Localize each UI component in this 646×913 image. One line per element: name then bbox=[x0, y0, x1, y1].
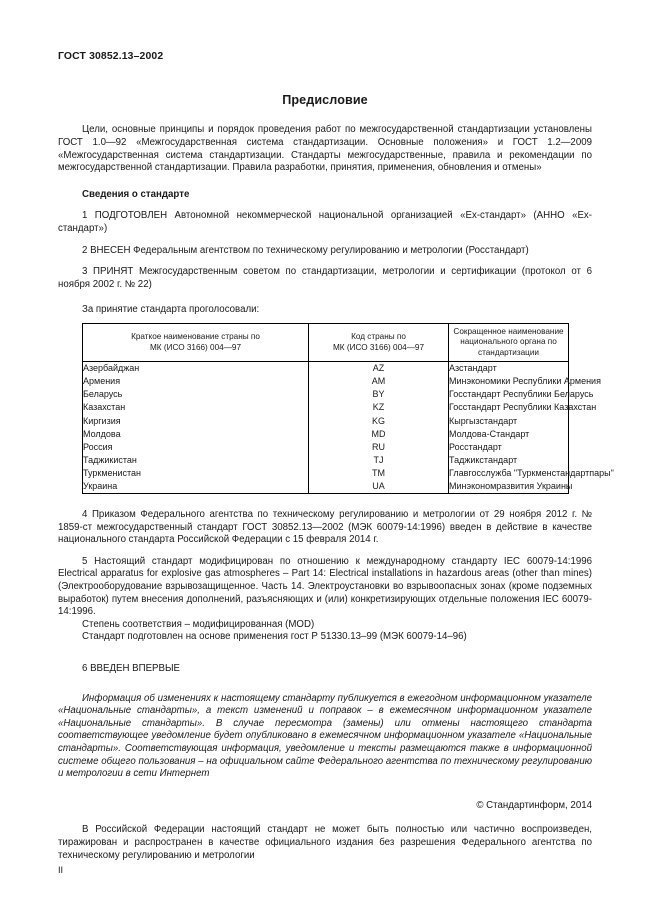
changes-notice-paragraph: Информация об изменениях к настоящему стандарту публикуется в ежегодном информационном указателе «Национальные стандарты», а текст изменений и поправок – в ежемесячном информационном указателе «Национальные стандарты». В случае пересмотра (замены) или отмены настоящего стандарта соответствующее уведомление будет опубликовано в ежемесячном информационном указателе «Национальные стандарты». Соответствующая информация, уведомление и тексты размещаются также в информационной системе общего пользования – на официальном сайте Федерального агентства по техническому регулированию и метрологии в сети Интернет bbox=[58, 692, 592, 780]
cell-country: Киргизия bbox=[83, 415, 309, 428]
copyright-line: © Стандартинформ, 2014 bbox=[476, 799, 592, 811]
table-row bbox=[83, 401, 569, 414]
running-head: ГОСТ 30852.13–2002 bbox=[58, 51, 164, 62]
standard-info-item-4: 4 Приказом Федерального агентства по техническому регулированию и метрологии от 29 ноября 2012 г. № 1859-ст межгосударственный стандарт ГОСТ 30852.13—2002 (МЭК 60079-14:1996) введен в действие в качестве национального стандарта Российской Федерации с 15 февраля 2014 г. bbox=[58, 509, 592, 546]
table-header-country bbox=[83, 323, 309, 361]
cell-national-body: Кыргызстандарт bbox=[449, 415, 569, 428]
table-header-row bbox=[83, 323, 569, 361]
table-row bbox=[83, 480, 569, 494]
table-row bbox=[83, 428, 569, 441]
cell-national-body: Росстандарт bbox=[449, 441, 569, 454]
page-content bbox=[58, 51, 614, 871]
vote-table-body bbox=[83, 362, 614, 494]
standard-info-item-1: 1 ПОДГОТОВЛЕН Автономной некоммерческой национальной организацией «Ex-стандарт» (АННО «Ex-стандарт») bbox=[58, 210, 592, 234]
standard-info-item-2: 2 ВНЕСЕН Федеральным агентством по техническому регулированию и метрологии (Росстандарт) bbox=[82, 244, 529, 256]
header-line-1: Краткое наименование страны по bbox=[131, 332, 260, 342]
cell-country-code: AZ bbox=[309, 362, 449, 376]
table-header-code bbox=[309, 323, 449, 361]
table-row bbox=[83, 415, 569, 428]
cell-national-body: Госстандарт Республики Казахстан bbox=[449, 401, 569, 414]
cell-national-body: Молдова-Стандарт bbox=[449, 428, 569, 441]
standard-info-item-5-sub-2: Стандарт подготовлен на основе применения гост Р 51330.13–99 (МЭК 60079-14–96) bbox=[82, 631, 467, 643]
cell-country-code: AM bbox=[309, 375, 449, 388]
cell-national-body: Госстандарт Республики Беларусь bbox=[449, 388, 569, 401]
table-header-body bbox=[449, 323, 569, 361]
cell-country-code: KG bbox=[309, 415, 449, 428]
standard-info-item-6: 6 ВВЕДЕН ВПЕРВЫЕ bbox=[82, 663, 181, 675]
cell-country: Армения bbox=[83, 375, 309, 388]
page-number: II bbox=[58, 865, 64, 875]
table-row bbox=[83, 388, 569, 401]
cell-country: Азербайджан bbox=[83, 362, 309, 376]
cell-national-body: Азстандарт bbox=[449, 362, 569, 376]
vote-lead-line: За принятие стандарта проголосовали: bbox=[82, 304, 260, 316]
cell-national-body: Минэкономики Республики Армения bbox=[449, 375, 569, 388]
header-line-2: МК (ИСО 3166) 004—97 bbox=[149, 342, 242, 352]
vote-table-wrapper bbox=[58, 323, 614, 494]
header-line-1: Сокращенное наименование bbox=[453, 326, 564, 336]
cell-country: Туркменистан bbox=[83, 467, 309, 480]
cell-country: Беларусь bbox=[83, 388, 309, 401]
intro-paragraph: Цели, основные принципы и порядок проведения работ по межгосударственной стандартизации установлены ГОСТ 1.0—92 «Межгосударственная система стандартизации. Основные положения» и ГОСТ 1.2—2009 «Межгосударственная система стандартизации. Стандарты межгосударственные, правила и рекомендации по межгосударственной стандартизации. Правила разработки, принятия, применения, обновления и отмены» bbox=[58, 124, 592, 174]
cell-country: Таджикистан bbox=[83, 454, 309, 467]
vote-table-head bbox=[83, 323, 569, 361]
cell-national-body: Главгосслужба "Туркменстандартпары" bbox=[449, 467, 569, 480]
cell-country-code: TJ bbox=[309, 454, 449, 467]
table-row bbox=[83, 441, 569, 454]
cell-country-code: KZ bbox=[309, 401, 449, 414]
standard-info-item-3: 3 ПРИНЯТ Межгосударственным советом по стандартизации, метрологии и сертификации (протокол от 6 ноября 2002 г. № 22) bbox=[58, 266, 592, 290]
table-row bbox=[83, 454, 569, 467]
cell-country-code: UA bbox=[309, 480, 449, 494]
page-title: Предисловие bbox=[282, 93, 368, 108]
cell-country: Украина bbox=[83, 480, 309, 494]
cell-country-code: TM bbox=[309, 467, 449, 480]
header-line-1: Код страны по bbox=[351, 332, 406, 342]
cell-country-code: RU bbox=[309, 441, 449, 454]
cell-country: Россия bbox=[83, 441, 309, 454]
cell-national-body: Минэкономразвития Украины bbox=[449, 480, 569, 494]
standard-info-item-5: 5 Настоящий стандарт модифицирован по отношению к международному стандарту IEC 60079-14:1996 Electrical apparatus for explosive gas atmospheres – Part 14: Electrical installations in hazardous areas (other than mines) (Электрооборудование взрывозащищенное. Часть 14. Электроустановки во взрывоопасных зонах (кроме подземных выработок) путем внесения дополнений, разъясняющих и (или) конкретизирующих отдельные положения IEC 60079-14:1996. bbox=[58, 555, 592, 618]
reproduction-notice-paragraph: В Российской Федерации настоящий стандарт не может быть полностью или частично воспроизведен, тиражирован и распространен в качестве официального издания без разрешения Федерального агентства по техническому регулированию и метрологии bbox=[58, 824, 592, 861]
table-row bbox=[83, 375, 569, 388]
standard-info-item-5-sub-1: Степень соответствия – модифицированная (MOD) bbox=[82, 618, 315, 630]
cell-national-body: Таджикстандарт bbox=[449, 454, 569, 467]
cell-country-code: BY bbox=[309, 388, 449, 401]
cell-country-code: MD bbox=[309, 428, 449, 441]
cell-country: Молдова bbox=[83, 428, 309, 441]
header-line-2: национального органа по стандартизации bbox=[460, 337, 557, 357]
vote-table bbox=[82, 323, 614, 494]
table-row bbox=[83, 362, 569, 376]
header-line-2: МК (ИСО 3166) 004—97 bbox=[332, 342, 425, 352]
table-row bbox=[83, 467, 569, 480]
cell-country: Казахстан bbox=[83, 401, 309, 414]
standard-info-heading: Сведения о стандарте bbox=[82, 188, 190, 200]
